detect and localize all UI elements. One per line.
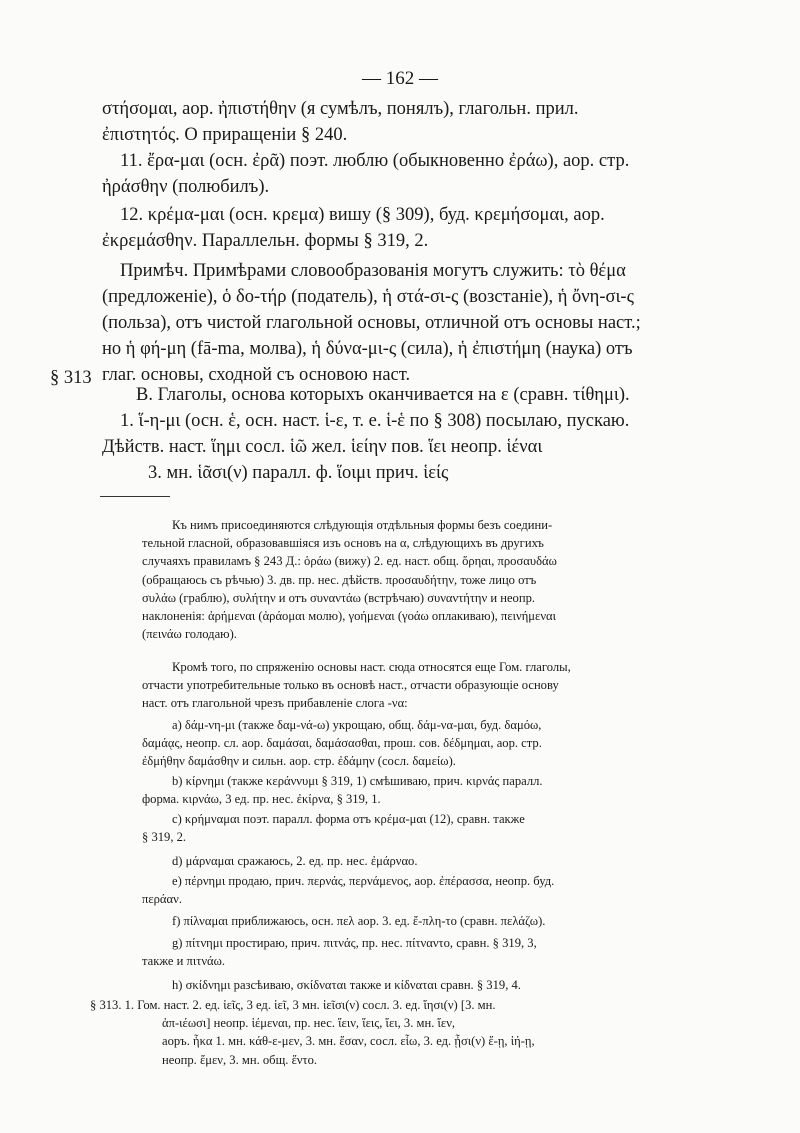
note-p1-line: (обращаюсь съ рѣчью) 3. дв. пр. нес. дѣйств. προσαυδήτην, тоже лицо отъ [142,572,537,587]
note-item-line: δαμάᾳς, неопр. сл. аор. δαμάσαι, δαμάσασθαι, прош. сов. δέδμημαι, аор. стр. [142,736,542,751]
note-item-line: § 319, 2. [142,830,187,845]
main-line-5: 12. κρέμα-μαι (осн. κρεμα) вишу (§ 309), буд. κρεμήσομαι, аор. [120,205,605,225]
note-item-line: e) πέρνημι продаю, прич. περνάς, περνάμενος, аор. ἐπέρασσα, неопр. буд. [172,874,555,888]
note-item-e [142,872,720,908]
note-item-a [142,716,720,771]
note-item-h [142,976,720,994]
main-line-6: ἐκρεμάσθην. Параллельн. формы § 319, 2. [102,231,429,251]
note-item-g [142,934,720,970]
note-p2-line: отчасти употребительные только въ основѣ наст., отчасти образующіе основу [142,678,559,693]
main-line-13: 1. ἵ-η-μι (осн. ἑ, осн. наст. ἱ-ε, т. е. ἱ-ἑ по § 308) посылаю, пускаю. [120,411,630,431]
note-p1-line: (πεινάω голодаю). [142,627,237,642]
note-item-c [142,810,720,846]
main-line-9: (польза), отъ чистой глагольной основы, отличной отъ основы наст.; [102,313,641,333]
note-item-line: g) πίτνημι простираю, прич. πιτνάς, пр. нес. πίτναντο, сравн. § 319, 3, [172,936,537,950]
note-item-line: h) σκίδνημι разсѣиваю, σκίδναται также и κίδναται сравн. § 319, 4. [172,978,521,992]
section-mark: § 313 [50,368,92,388]
note-item-line: c) κρήμναμαι поэт. паралл. форма отъ κρέμα-μαι (12), сравн. также [172,812,525,826]
note-paragraph-1 [142,516,720,643]
note-p1-line: наклоненія: ἀρήμεναι (ἀράομαι молю), γοήμεναι (γοάω оплакиваю), πεινήμεναι [142,609,557,624]
main-line-3: 11. ἔρα-μαι (осн. ἐρᾶ) поэт. люблю (обыкновенно ἐράω), аор. стр. [120,151,630,171]
note-item-line: a) δάμ-νη-μι (также δαμ-νά-ω) укрощаю, общ. δάμ-να-μαι, буд. δαμόω, [172,718,542,732]
main-line-1: στήσομαι, аор. ἠπιστήθην (я сумѣлъ, понялъ), глагольн. прил. [102,99,579,119]
note-p1-line: тельной гласной, образовавшіяся изъ основъ на α, слѣдующихъ въ другихъ [142,536,544,551]
note-item-line: d) μάρναμαι сражаюсь, 2. ед. пр. нес. ἐμάρναο. [172,854,418,868]
main-line-2: ἐπιστητός. О приращеніи § 240. [102,125,348,145]
main-line-7: Примѣч. Примѣрами словообразованія могутъ служить: τὸ θέμα [120,261,626,281]
main-line-11: глаг. основы, сходной съ основою наст. [102,365,411,385]
main-line-15: 3. мн. ἱᾶσι(ν) паралл. ф. ἵοιμι прич. ἱείς [148,463,449,483]
main-line-4: ἠράσθην (полюбилъ). [102,177,270,197]
note-item-line: ἐδμήθην δαμάσθην и сильн. аор. стр. ἐδάμην (сосл. δαμείω). [142,754,456,769]
note-item-line: b) κίρνημι (также κεράννυμι § 319, 1) смѣшиваю, прич. κιρνάς паралл. [172,774,543,788]
page-number: — 162 — [362,68,438,89]
note-item-line: форма. κιρνάω, 3 ед. пр. нес. ἐκίρνα, § 319, 1. [142,792,381,807]
footnote-line: аоръ. ἧκα 1. мн. κάθ-ε-μεν, 3. мн. ἕσαν, сосл. εἷω, 3. ед. ᾖσι(ν) ἕ-ῃ, ἱή-ῃ, [162,1034,535,1049]
footnote [90,996,730,1069]
note-p2-line: наст. отъ глагольной чрезъ прибавленіе слога -να: [142,696,408,711]
note-paragraph-2 [142,658,720,713]
note-item-b [142,772,720,808]
note-p1-line: Къ нимъ присоединяются слѣдующія отдѣльныя формы безъ соедини- [172,518,553,532]
footnote-line: § 313. 1. Гом. наст. 2. ед. ἱεῖς, 3 ед. ἱεῖ, 3 мн. ἱεῖσι(ν) сосл. 3. ед. ἵησι(ν) [3. мн. [90,998,496,1012]
footnote-line: ἀπ-ιέωσι] неопр. ἱέμεναι, пр. нес. ἵειν, ἵεις, ἵει, 3. мн. ἵεν, [162,1016,456,1031]
main-line-14: Дѣйств. наст. ἵημι сосл. ἱῶ жел. ἱείην пов. ἵει неопр. ἱέναι [102,437,543,457]
note-item-d [142,852,720,870]
note-item-f [142,912,720,930]
note-p2-line: Кромѣ того, по спряженію основы наст. сюда относятся еще Гом. глаголы, [172,660,571,674]
main-line-8: (предложеніе), ὁ δο-τήρ (податель), ἡ στά-σι-ς (возстаніе), ἡ ὄνη-σι-ς [102,287,634,307]
note-item-line: также и πιτνάω. [142,954,226,969]
note-item-line: περάαν. [142,892,182,907]
main-line-10: но ἡ φή-μη (fā-ma, молва), ἡ δύνα-μι-ς (сила), ἡ ἐπιστήμη (наука) отъ [102,339,633,359]
note-item-line: f) πίλναμαι приближаюсь, осн. πελ аор. 3. ед. ἔ-πλη-το (сравн. πελάζω). [172,914,546,928]
main-line-12: В. Глаголы, основа которыхъ оканчивается на ε (сравн. τίθημι). [136,385,630,405]
note-p1-line: случаяхъ правиламъ § 243 Д.: ὁράω (вижу) 2. ед. наст. общ. ὅρηαι, προσαυδάω [142,554,557,569]
note-p1-line: συλάω (граблю), συλήτην и отъ συναντάω (встрѣчаю) συναντήτην и неопр. [142,590,536,605]
footnote-line: неопр. ἕμεν, 3. мн. общ. ἕντο. [162,1052,318,1067]
footnote-divider [100,496,170,497]
